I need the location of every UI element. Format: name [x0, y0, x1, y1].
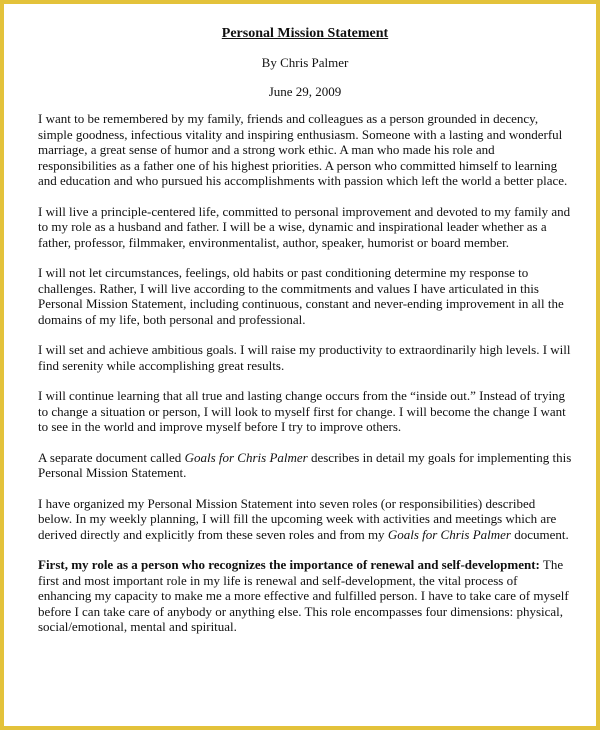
- first-role-heading: First, my role as a person who recognizes the importance of renewal and self-development:: [38, 557, 540, 572]
- first-role-body: The first and most important role in my life is renewal and self-development, the vital process of enhancing my capacity to make me a more effective and fulfilled person. I have to take care of myself before I can take care of anybody or anything else. This role encompasses four dimensions: physical, social/emotional, mental and spiritual.: [38, 557, 569, 634]
- paragraph-seven-roles: [38, 496, 572, 543]
- document-date: June 29, 2009: [268, 83, 342, 99]
- paragraph-circumstances: I will not let circumstances, feelings, old habits or past conditioning determine my response to challenges. Rather, I will live according to the commitments and values I have articulated in this Personal Mission Statement, including continuous, constant and never-ending improvement in all the domains of my life, both personal and professional.: [38, 265, 564, 327]
- roles-title-italic: Goals for Chris Palmer: [387, 526, 511, 542]
- paragraph-inside-out: I will continue learning that all true and lasting change occurs from the “inside out.” Instead of trying to change a situation or person, I will look to myself first for change. I will become the change I want to see in the world and improve myself before I try to improve others.: [38, 388, 566, 434]
- goals-text-after: describes in detail my goals for implementing this Personal Mission Statement.: [38, 449, 572, 480]
- paragraph-remembered: I want to be remembered by my family, friends and colleagues as a person grounded in decency, simple goodness, infectious vitality and inspiring enthusiasm. Someone with a lasting and wonderful marriage, a great sense of humor and a strong work ethic. A man who made his role and responsibilities as a father one of his highest priorities. A person who committed himself to learning and education and who pursued his accomplishments with passion which left the world a better place.: [38, 111, 568, 188]
- document-page: [38, 26, 572, 635]
- roles-text-after: document.: [510, 526, 569, 542]
- paragraph-principle-centered: I will live a principle-centered life, committed to personal improvement and devoted to my family and to my role as a husband and father. I will be a wise, dynamic and inspirational leader whether as a father, professor, filmmaker, environmentalist, author, speaker, humorist or board member.: [38, 203, 571, 250]
- goals-title-italic: Goals for Chris Palmer: [184, 449, 308, 465]
- document-byline: By Chris Palmer: [261, 55, 349, 70]
- paragraph-goals-document: [38, 450, 572, 481]
- paragraph-ambitious-goals: I will set and achieve ambitious goals. I will raise my productivity to extraordinarily high levels. I will find serenity while accomplishing great results.: [38, 342, 571, 373]
- goals-text-before: A separate document called: [38, 449, 185, 465]
- paragraph-first-role: [38, 557, 572, 635]
- roles-text-before: I have organized my Personal Mission Statement into seven roles (or responsibilities) described below. In my weekly planning, I will fill the upcoming week with activities and meetings which are derived directly and explicitly from these seven roles and from my: [38, 495, 557, 542]
- document-title: Personal Mission Statement: [221, 26, 389, 41]
